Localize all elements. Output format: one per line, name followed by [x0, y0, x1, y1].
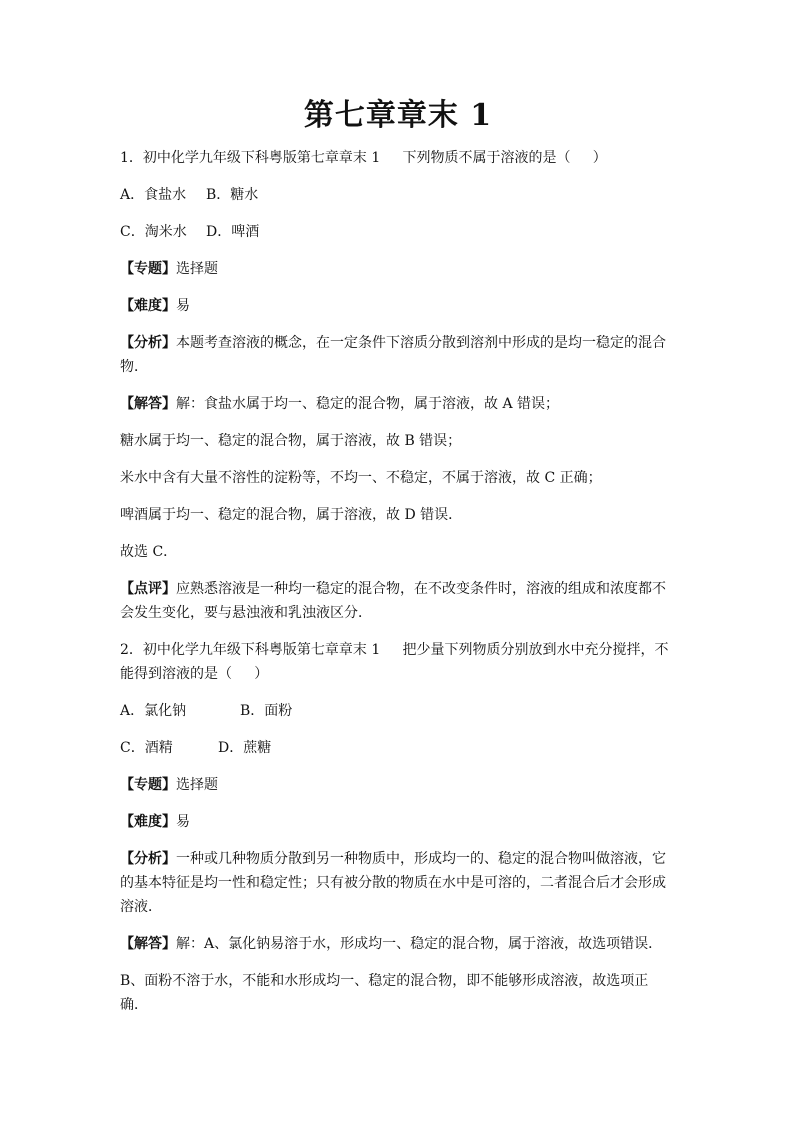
difficulty-value: 易 — [176, 814, 190, 830]
question-2-answer-line-1 — [120, 932, 676, 956]
question-1-option-a: A．食盐水 — [120, 187, 187, 203]
question-1-option-b: B．糖水 — [206, 187, 259, 203]
difficulty-label: 【难度】 — [120, 298, 176, 314]
difficulty-value: 易 — [176, 298, 190, 314]
question-1-answer-line-1 — [120, 392, 676, 416]
question-1-answer-line-3: 米水中含有大量不溶性的淀粉等，不均一、不稳定，不属于溶液，故 C 正确； — [120, 470, 602, 486]
difficulty-label: 【难度】 — [120, 814, 176, 830]
comment-text: 应熟悉溶液是一种均一稳定的混合物，在不改变条件时，溶液的组成和浓度都不会发生变化，要与悬浊液和乳浊液区分． — [120, 581, 666, 621]
question-2-option-b: B．面粉 — [240, 703, 293, 719]
question-1-topic — [120, 257, 676, 281]
question-1-analysis — [120, 331, 676, 379]
question-2-stem: 2．初中化学九年级下科粤版第七章章末 1 把少量下列物质分别放到水中充分搅拌，不能得到溶液的是（ ） — [120, 642, 669, 682]
question-1-option-c: C．淘米水 — [120, 224, 187, 240]
question-1-answer-line-5: 故选 C． — [120, 544, 178, 560]
answer-text: 解：食盐水属于均一、稳定的混合物，属于溶液，故 A 错误； — [176, 396, 560, 412]
question-2-options-row1 — [120, 699, 676, 723]
question-1-comment — [120, 577, 676, 625]
question-2-option-c: C．酒精 — [120, 740, 173, 756]
topic-value: 选择题 — [176, 261, 218, 277]
topic-label: 【专题】 — [120, 261, 176, 277]
question-1-stem: 1．初中化学九年级下科粤版第七章章末 1 下列物质不属于溶液的是（ ） — [120, 150, 607, 166]
question-2-option-d: D．蔗糖 — [218, 740, 272, 756]
topic-label: 【专题】 — [120, 777, 176, 793]
answer-label: 【解答】 — [120, 396, 176, 412]
question-2-options-row2 — [120, 736, 676, 760]
question-1-options-row2 — [120, 220, 676, 244]
comment-label: 【点评】 — [120, 581, 176, 597]
question-2-analysis — [120, 847, 676, 919]
analysis-label: 【分析】 — [120, 851, 176, 867]
question-1-answer-line-4: 啤酒属于均一、稳定的混合物，属于溶液，故 D 错误． — [120, 507, 463, 523]
question-1-options-row1 — [120, 183, 676, 207]
question-2-answer-line-2: B、面粉不溶于水，不能和水形成均一、稳定的混合物，即不能够形成溶液，故选项正确． — [120, 973, 649, 1013]
question-2-option-a: A．氯化钠 — [120, 703, 187, 719]
analysis-text: 一种或几种物质分散到另一种物质中，形成均一的、稳定的混合物叫做溶液，它的基本特征是均一性和稳定性；只有被分散的物质在水中是可溶的，二者混合后才会形成溶液． — [120, 851, 666, 915]
topic-value: 选择题 — [176, 777, 218, 793]
document-page — [120, 96, 676, 1030]
question-1-difficulty — [120, 294, 676, 318]
question-2-topic — [120, 773, 676, 797]
question-1-answer-line-2: 糖水属于均一、稳定的混合物，属于溶液，故 B 错误； — [120, 433, 462, 449]
analysis-text: 本题考查溶液的概念，在一定条件下溶质分散到溶剂中形成的是均一稳定的混合物． — [120, 335, 666, 375]
analysis-label: 【分析】 — [120, 335, 176, 351]
question-2-difficulty — [120, 810, 676, 834]
question-1-option-d: D．啤酒 — [206, 224, 260, 240]
answer-label: 【解答】 — [120, 936, 176, 952]
answer-text: 解：A、氯化钠易溶于水，形成均一、稳定的混合物，属于溶液，故选项错误． — [176, 936, 663, 952]
page-title: 第七章章末 1 — [303, 98, 493, 133]
